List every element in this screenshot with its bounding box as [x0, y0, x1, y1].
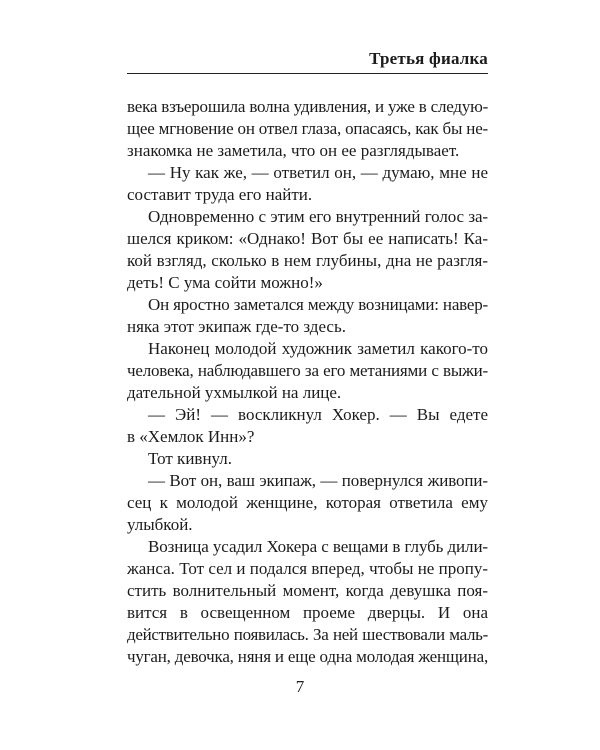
text-line: Возница усадил Хокера с вещами в глубь дили-	[148, 537, 488, 556]
paragraph	[127, 448, 488, 470]
text-line: няка этот экипаж где-то здесь.	[127, 317, 346, 336]
text-line: чуган, девочка, няня и еще одна молодая женщина,	[127, 647, 488, 666]
paragraph	[127, 96, 488, 162]
body-text	[127, 96, 488, 668]
text-line: человека, наблюдавшего за его метаниями с выжи-	[127, 361, 488, 380]
text-line: дательной ухмылкой на лице.	[127, 383, 342, 402]
text-line: стить волнительный момент, когда девушка поя-	[127, 581, 488, 600]
paragraph	[127, 470, 488, 536]
text-line: — Вот он, ваш экипаж, — повернулся живопи-	[148, 471, 488, 490]
text-line: жанса. Тот сел и подался вперед, чтобы не пропу-	[127, 559, 488, 578]
text-line: сец к молодой женщине, которая ответила ему	[127, 493, 488, 512]
text-line: составит труда его найти.	[127, 185, 313, 204]
page-number: 7	[295, 677, 305, 696]
running-title: Третья фиалка	[369, 49, 488, 68]
paragraph	[127, 404, 488, 448]
text-line: знакомка не заметила, что он ее разглядывает.	[127, 141, 460, 160]
text-line: вится в освещенном проеме дверцы. И она	[127, 603, 488, 622]
text-line: века взъерошила волна удивления, и уже в следую-	[127, 97, 488, 116]
paragraph	[127, 206, 488, 294]
paragraph	[127, 338, 488, 404]
paragraph	[127, 536, 488, 668]
text-line: Тот кивнул.	[148, 449, 233, 468]
text-line: щее мгновение он отвел глаза, опасаясь, как бы не-	[127, 119, 488, 138]
text-line: деть! С ума сойти можно!»	[127, 273, 323, 292]
header-rule	[127, 73, 488, 74]
text-line: в «Хемлок Инн»?	[127, 427, 255, 446]
text-line: Наконец молодой художник заметил какого-то	[148, 339, 488, 358]
text-line: Он яростно заметался между возницами: навер-	[148, 295, 488, 314]
text-line: кой взгляд, сколько в нем глубины, дна не разгля-	[127, 251, 488, 270]
text-line: действительно появилась. За ней шествовали маль-	[127, 625, 488, 644]
paragraph	[127, 294, 488, 338]
text-line: улыбкой.	[127, 515, 193, 534]
paragraph	[127, 162, 488, 206]
text-line: — Эй! — воскликнул Хокер. — Вы едете	[148, 405, 488, 424]
text-line: шелся криком: «Однако! Вот бы ее написать! Ка-	[127, 229, 488, 248]
text-line: Одновременно с этим его внутренний голос за-	[148, 207, 488, 226]
text-line: — Ну как же, — ответил он, — думаю, мне не	[148, 163, 488, 182]
